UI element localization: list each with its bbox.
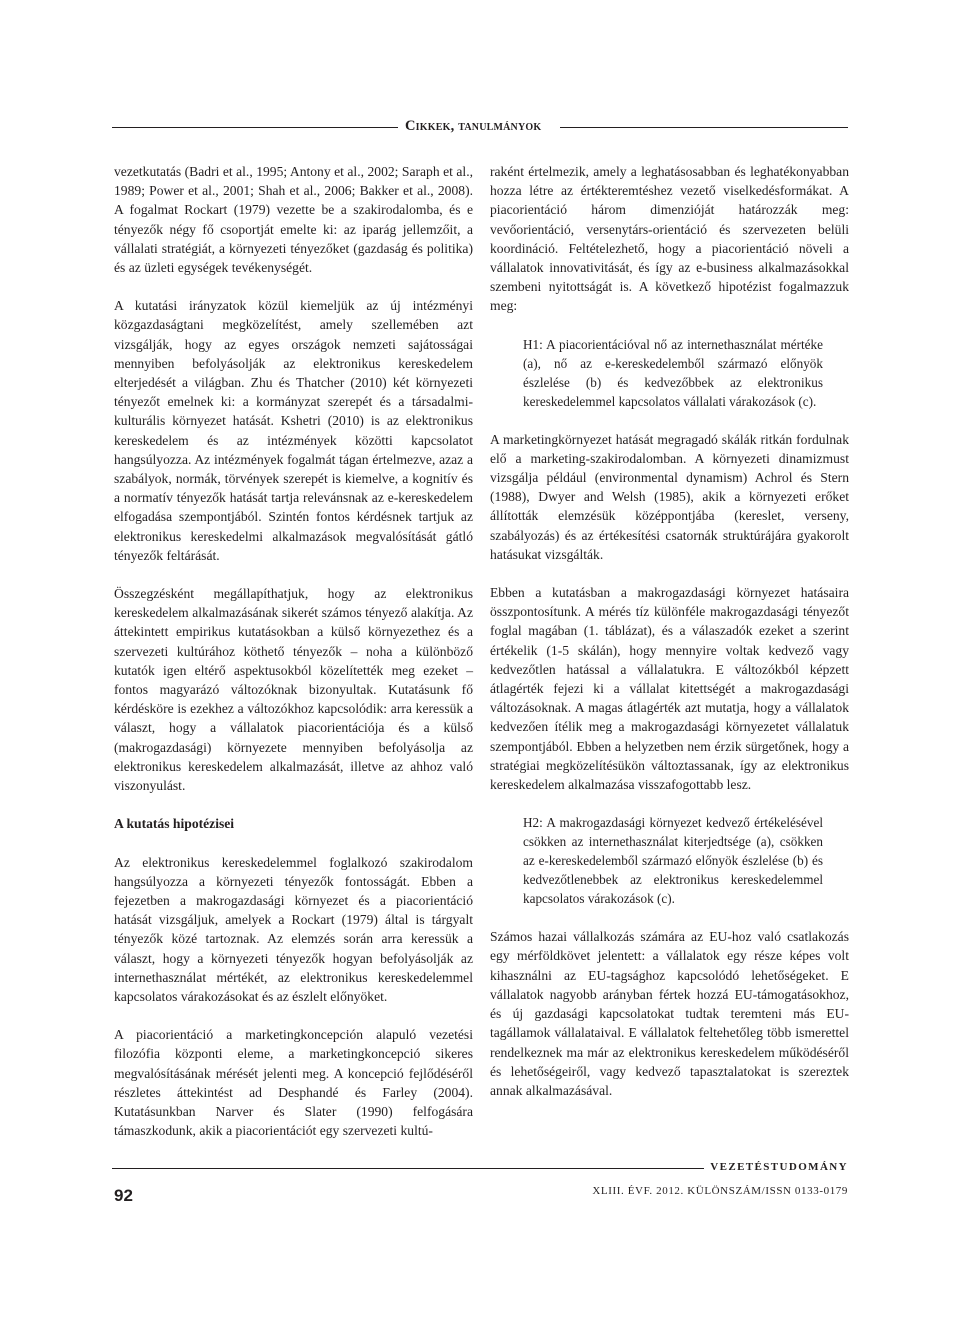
left-column	[114, 162, 473, 1140]
paragraph: A marketingkörnyezet hatását megragadó skálák ritkán fordulnak elő a marketing-szakirodalomban. A környezeti dinamizmust vizsgálja például (environmental dynamism) Achrol és Stern (1988), Dwyer and Welsh (1985), akik a környezeti erőket állították elemzésük középpontjába (kereslet, verseny, szabályozás) és az értékesítési csatornák struktúrájára gyakorolt hatásukat vizsgálták.	[490, 431, 849, 562]
paragraph: Számos hazai vállalkozás számára az EU-hoz való csatlakozás egy mérföldkövet jelentett: a vállalatok egy része képes volt kihasználni az EU-tagsághoz kapcsolódó lehetőségeket. E vállalatok nagyobb arányban fértek hozzá EU-támogatásokhoz, és új gazdasági kapcsolatokat tudtak teremteni más EU-tagállamok vállalataival. E vállalatok feltehetőleg több ismerettel rendelkeznek ma már az elektronikus kereskedelem működéséről és lehetőségeiről, vagy kedvező tapasztalatokat is szereztek annak alkalmazásával.	[490, 929, 849, 1098]
journal-title: vezetéstudomány	[704, 1157, 848, 1175]
journal-meta: XLIII. ÉVF. 2012. KÜLÖNSZÁM/ISSN 0133-0179	[592, 1185, 848, 1197]
section-heading: A kutatás hipotézisei	[114, 816, 235, 832]
paragraph: A piacorientáció a marketingkoncepción alapuló vezetési filozófia központi eleme, a marketingkoncepció sikeres megvalósításának mérését jelenti meg. A koncepció fejlődéséről részletes áttekintést ad Desphandé és Farley (2004). Kutatásunkban Narver és Slater (1990) felfogására támaszkodunk, akik a piacorientációt egy szervezeti kultú-	[114, 1027, 473, 1139]
paragraph: Összegzésként megállapíthatjuk, hogy az elektronikus kereskedelem alkalmazásának sikerét számos tényező alakítja. Az áttekintett empirikus kutatásokban a külső környezethez és a szervezeti kultúrához köthető tényezők – noha a különböző kutatók igen eltérő aspektusokból közelítették meg ezeket – fontos magyarázó változóknak bizonyultak. Kutatásunk fő kérdésköre is ezekhez a változókhoz kapcsolódik: arra keressük a választ, hogy a vállalatok piacorientációja és a külső (makrogazdasági) környezete mennyiben befolyásolja az elektronikus kereskedelem alkalmazását, illetve az ahhoz való viszonyulást.	[114, 586, 473, 794]
header-rule-right	[560, 127, 848, 128]
paragraph: vezetkutatás (Badri et al., 1995; Antony et al., 2002; Saraph et al., 1989; Power et al., 2001; Shah et al., 2006; Bakker et al., 2008). A fogalmat Rockart (1979) vezette be a szakirodalomba, és e tényezők négy fő csoportját emelte ki: az iparág jellemzőit, a vállalati stratégiát, a környezeti tényezőket (gazdaság és politika) és az üzleti egységek tevékenységét.	[114, 164, 473, 276]
paragraph: Az elektronikus kereskedelemmel foglalkozó szakirodalom hangsúlyozza a környezeti tényezők fontosságát. Ebben a fejezetben a makrogazdasági környezet és a piacorientáció hatását vizsgáljuk, amelyek a Rockart (1979) által is tárgyalt tényezők közé tartoznak. Az elemzés során arra keressük a választ, hogy a környezeti tényezők hogyan befolyásolják az internethasználat mértékét, az elektronikus kereskedelemmel kapcsolatos várakozásokat és az észlelt előnyöket.	[114, 854, 473, 1004]
header-rule	[112, 127, 398, 128]
paragraph: A kutatási irányzatok közül kiemeljük az új intézményi közgazdaságtani megközelítést, amely szellemében azt vizsgálják, hogy az egyes országok nemzeti sajátosságai mennyiben befolyásolják az elektronikus kereskedelem elterjedését a világban. Zhu és Thatcher (2010) két környezeti tényezőt emelnek ki: a kormányzat szerepét és a társadalmi-kulturális környezet hatását. Kshetri (2010) is az elektronikus kereskedelem és az intézmények közötti kapcsolatot hangsúlyozza. Az intézmények fogalmát tágan értelmezve, azaz a szabályok, normák, törvények szerepét is kiemelve, a kognitív és a normatív tényezők hatását tartja relevánsnak az e-kereskedelem elfogadása szempontjából. Szintén fontos kérdésnek tartjuk az elektronikus kereskedelmi alkalmazások megvalósítását gátló tényezők feltárását.	[114, 298, 473, 563]
hypothesis-h1: H1: A piacorientációval nő az internethasználat mértéke (a), nő az e-kereskedelemből származó előnyök észlelése (b) és kedvezőbbek az elektronikus kereskedelemmel kapcsolatos vállalati várakozások (c).	[523, 336, 823, 409]
section-header: Cikkek, tanulmányok	[405, 118, 542, 134]
paragraph: raként értelmezik, amely a leghatásosabban és leghatékonyabban hozza létre az értékteremtéshez vezető viselkedésformákat. A piacorientáció három dimenzióját határozzák meg: vevőorientáció, versenytárs-orientáció és szervezeten belüli koordináció. Feltételezhető, hogy a piacorientáció növeli a vállalatok innovativitását, és így az e-business alkalmazásokkal szembeni nyitottságát is. A következő hipotézist fogalmazzuk meg:	[490, 164, 849, 314]
right-column	[490, 162, 849, 1100]
hypothesis-h2: H2: A makrogazdasági környezet kedvező értékelésével csökken az internethasználat kiterjedtsége (a), csökken az e-kereskedelemből származó előnyök észlelése (b) és kedvezőtlenebbek az elektronikus kereskedelemmel kapcsolatos várakozások (c).	[523, 815, 823, 907]
page-number: 92	[114, 1186, 133, 1205]
paragraph: Ebben a kutatásban a makrogazdasági környezet hatásaira összpontosítunk. A mérés tíz különféle makrogazdasági tényezőt foglal magában (1. táblázat), és a válaszadók ezeket a szerint értékelik (1-5 skálán), hogy mennyire voltak kedvező vagy kedvezőtlen hatással a vállalatukra. E változókból képzett átlagérték fejezi ki a vállalat kitettségét a makrogazdasági változásoknak. A magas átlagérték azt mutatja, hogy a vállalatok kedvezően ítélik meg a makrogazdasági környezetet vállalatuk szempontjából. Ebben a helyzetben nem érzik sürgetőnek, hogy a stratégiai megközelítésükön változtassanak, így az elektronikus kereskedelem alkalmazása visszafogottabb lesz.	[490, 585, 849, 793]
